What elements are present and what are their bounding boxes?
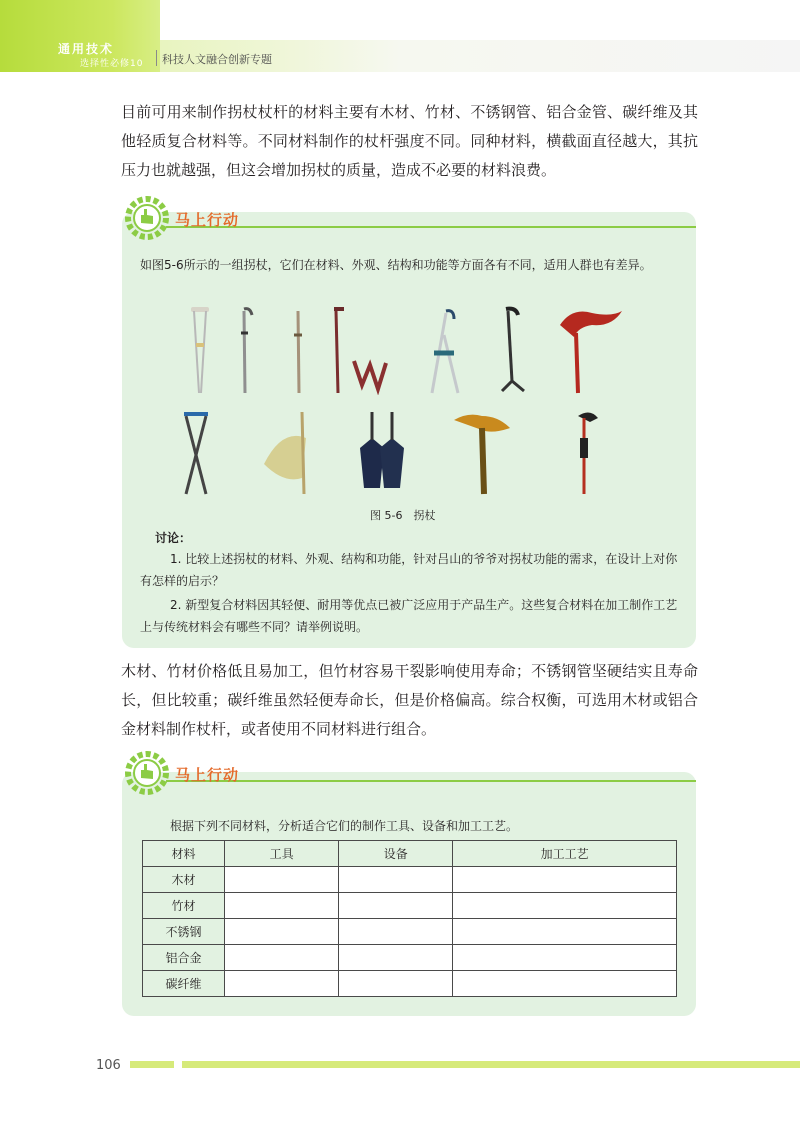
carbon-cane-image [568,408,608,496]
folding-cane-image [328,305,394,395]
header-material: 材料 [143,841,225,867]
discussion-question-1: 1. 比较上述拐杖的材料、外观、结构和功能，针对吕山的爷爷对拐杖功能的需求，在设计上对你有怎样的启示？ [140,552,678,588]
header-process: 加工工艺 [453,841,677,867]
intro-paragraph: 目前可用来制作拐杖杖杆的材料主要有木材、竹材、不锈钢管、铝合金管、碳纤维及其他轻质复合材料等。不同材料制作的杖杆强度不同。同种材料，横截面直径越大，其抗压力也就越强，但这会增加拐杖的质量，造成不必要的材料浪费。 [121,103,698,179]
table-cell[interactable] [225,893,339,919]
table-cell[interactable] [225,919,339,945]
row-label: 碳纤维 [143,971,225,997]
stool-cane-image [178,408,214,496]
footer-bar-right [182,1061,800,1068]
forearm-crutch-image [232,305,262,395]
seat-cane-image [424,305,464,395]
umbrella-cane-pair-image [356,408,408,496]
table-cell[interactable] [453,971,677,997]
table-cell[interactable] [225,971,339,997]
table-cell[interactable] [339,919,453,945]
table-cell[interactable] [339,867,453,893]
quad-cane-image [496,305,530,395]
materials-table [142,840,677,997]
discussion-label: 讨论： [155,531,192,545]
table-row [143,893,677,919]
t-handle-cane-image [452,408,512,496]
discussion-question-2: 2. 新型复合材料因其轻便、耐用等优点已被广泛应用于产品生产。这些复合材料在加工制作工艺上与传统材料会有哪些不同？请举例说明。 [140,598,678,634]
table-cell[interactable] [453,893,677,919]
table-row [143,919,677,945]
topic-title: 科技人文融合创新专题 [162,53,272,66]
header-divider [156,50,157,66]
footer-bar-left [130,1061,174,1068]
middle-paragraph: 木材、竹材价格低且易加工，但竹材容易干裂影响使用寿命；不锈钢管坚硬结实且寿命长，但比较重；碳纤维虽然轻便寿命长，但是价格偏高。综合权衡，可选用木材或铝合金材料制作杖杆，或者使用不同材料进行组合。 [121,662,698,738]
activity-heading-2: 马上行动 [175,766,240,784]
row-label: 竹材 [143,893,225,919]
activity1-intro: 如图5-6所示的一组拐杖，它们在材料、外观、结构和功能等方面各有不同，适用人群也有差异。 [140,258,652,272]
row-label: 不锈钢 [143,919,225,945]
book-subtitle: 选择性必修10 [80,59,144,69]
header-equipment: 设备 [339,841,453,867]
table-cell[interactable] [225,945,339,971]
wood-crutch-image [284,305,314,395]
book-title: 通用技术 [58,42,115,56]
underarm-crutch-image [188,305,218,395]
activity-heading-line [166,226,696,228]
table-cell[interactable] [225,867,339,893]
umbrella-cane-image [262,408,310,496]
table-cell[interactable] [453,945,677,971]
row-label: 铝合金 [143,945,225,971]
activity-heading-1: 马上行动 [175,211,240,229]
activity-heading-line-2 [166,780,696,782]
table-cell[interactable] [453,919,677,945]
table-header-row [143,841,677,867]
table-row [143,867,677,893]
figure-caption: 图 5-6 拐杖 [370,509,436,522]
table-cell[interactable] [453,867,677,893]
header-tools: 工具 [225,841,339,867]
activity2-intro: 根据下列不同材料，分析适合它们的制作工具、设备和加工工艺。 [170,819,519,833]
table-cell[interactable] [339,893,453,919]
dragon-cane-image [552,305,628,395]
table-row [143,945,677,971]
table-cell[interactable] [339,945,453,971]
table-row [143,971,677,997]
page-number: 106 [96,1058,121,1073]
table-cell[interactable] [339,971,453,997]
row-label: 木材 [143,867,225,893]
gear-hand-icon [124,195,170,241]
gear-hand-icon [124,750,170,796]
